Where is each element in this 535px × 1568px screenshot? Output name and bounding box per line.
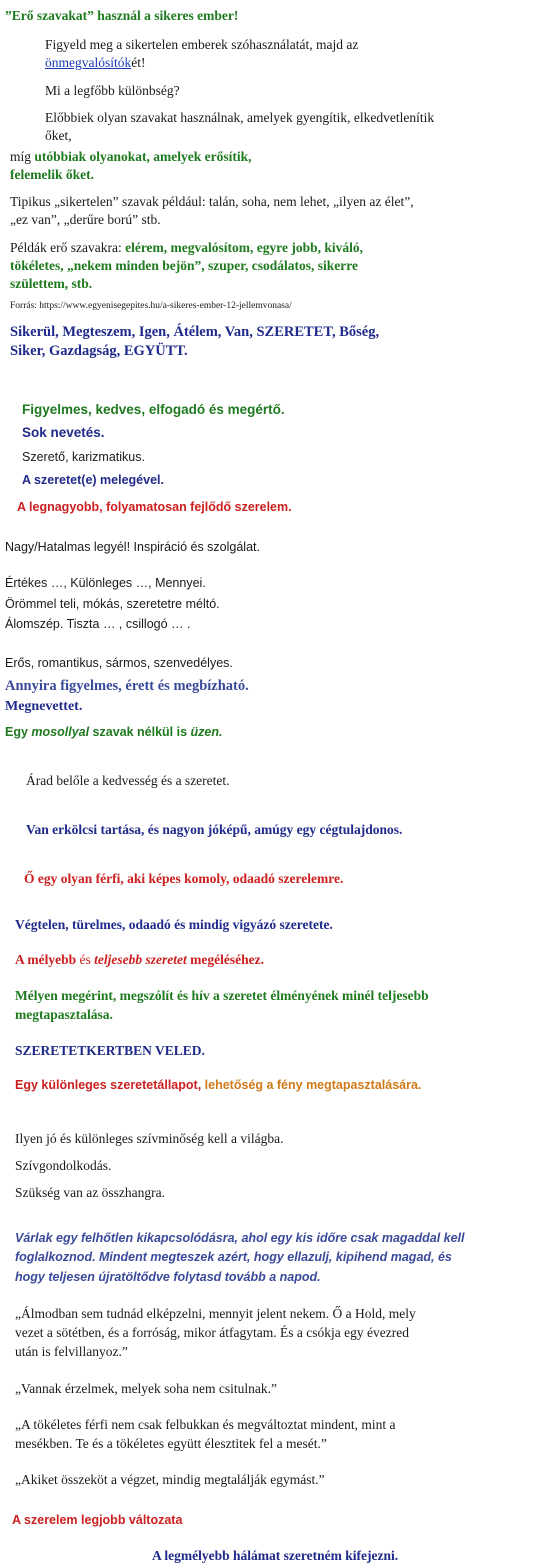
text-line: Erős, romantikus, sármos, szenvedélyes. [5, 656, 233, 670]
paragraph [45, 54, 146, 72]
quote-line: „A tökéletes férfi nem csak felbukkan és megváltoztat mindent, mint a [15, 1417, 396, 1432]
text-italic: teljesebb szeretet [90, 952, 187, 967]
text-line: Ilyen jó és különleges szívminőség kell a világba. [15, 1131, 284, 1146]
text-line: A szerelem legjobb változata [12, 1513, 183, 1527]
text: Példák erő szavakra: [10, 240, 126, 255]
text-line: megtapasztalása. [15, 1007, 113, 1022]
link-onmegvalositok[interactable]: önmegvalósítók [45, 55, 132, 70]
text-emphasis: utóbbiak olyanokat, amelyek erősítik, [34, 149, 252, 164]
paragraph: őket, [45, 128, 72, 143]
question: Mi a legfőbb különbség? [45, 83, 180, 98]
text: lehetőség a fény megtapasztalására. [201, 1078, 422, 1092]
text-line: Szerető, karizmatikus. [22, 450, 145, 464]
paragraph: Előbbiek olyan szavakat használnak, amelyek gyengítik, elkedvetlenítik [45, 110, 435, 125]
paragraph: „ez van”, „derűre ború” stb. [10, 212, 161, 227]
text-line: Értékes …, Különleges …, Mennyei. [5, 576, 206, 590]
text: Egy [5, 725, 32, 739]
text: Figyeld meg a sikertelen emberek szóhasználatát, majd az [45, 37, 359, 52]
text-line: Örömmel teli, mókás, szeretetre méltó. [5, 597, 220, 611]
text-line: Várlak egy felhőtlen kikapcsolódásra, ahol egy kis időre csak magaddal kell [15, 1231, 465, 1245]
text: ét! [131, 55, 146, 70]
text-italic: mosollyal [31, 725, 90, 739]
text-emphasis: elérem, megvalósítom, egyre jobb, kiváló, [125, 240, 364, 255]
paragraph: születtem, stb. [10, 276, 93, 291]
paragraph [10, 239, 363, 257]
paragraph: tökéletes, „nekem minden bejön”, szuper, csodálatos, sikerre [10, 258, 358, 273]
text-line: foglalkoznod. Mindent megteszek azért, hogy ellazulj, kipihend magad, és [15, 1250, 452, 1264]
quote-line: vezet a sötétben, és a forróság, mikor átfagytam. És a csókja egy évezred [15, 1325, 409, 1340]
text: megéléséhez. [186, 952, 264, 967]
text-line: Figyelmes, kedves, elfogadó és megértő. [22, 402, 285, 417]
text-line: Árad belőle a kedvesség és a szeretet. [26, 773, 230, 788]
text-line: Szükség van az összhangra. [15, 1185, 165, 1200]
text: és [79, 952, 91, 967]
text-line: Megnevettet. [5, 699, 83, 714]
text-line: A legnagyobb, folyamatosan fejlődő szerelem. [17, 500, 292, 514]
paragraph [45, 36, 358, 54]
quote-line: „Álmodban sem tudnád elképzelni, mennyit jelent nekem. Ő a Hold, mely [15, 1306, 416, 1321]
text-line [15, 1076, 421, 1094]
paragraph: felemelik őket. [10, 167, 94, 182]
text-line [5, 723, 222, 741]
text-line: Szívgondolkodás. [15, 1158, 112, 1173]
text-line: Mélyen megérint, megszólít és hív a szeretet élményének minél teljesebb [15, 988, 429, 1003]
text: szavak nélkül is [89, 725, 191, 739]
paragraph [10, 148, 252, 166]
text-line: Sok nevetés. [22, 425, 105, 440]
text-line: Ő egy olyan férfi, aki képes komoly, odaadó szerelemre. [24, 871, 344, 886]
text-line: Nagy/Hatalmas legyél! Inspiráció és szolgálat. [5, 540, 260, 554]
text: A mélyebb [15, 952, 80, 967]
power-words: Siker, Gazdagság, EGYÜTT. [10, 343, 188, 359]
source-line: Forrás: https://www.egyenisegepites.hu/a-sikeres-ember-12-jellemvonasa/ [10, 301, 292, 311]
text-line: A legmélyebb hálámat szeretném kifejezni. [152, 1548, 399, 1563]
text-line: hogy teljesen újratöltődve folytasd tovább a napod. [15, 1270, 321, 1284]
text-line: Végtelen, türelmes, odaadó és mindig vigyázó szeretete. [15, 917, 333, 932]
quote-line: után is felvillanyoz.” [15, 1344, 128, 1359]
text-line: A szeretet(e) melegével. [22, 473, 164, 487]
text-italic: üzen. [190, 725, 223, 739]
text-line: Álomszép. Tiszta … , csillogó … . [5, 617, 191, 631]
text-line [15, 951, 264, 969]
text-line: SZERETETKERTBEN VELED. [15, 1043, 205, 1058]
quote-line: mesékben. Te és a tökéletes együtt élesztitek fel a mesét.” [15, 1436, 327, 1451]
text: Egy különleges szeretetállapot, [15, 1078, 202, 1092]
paragraph: Tipikus „sikertelen” szavak például: talán, soha, nem lehet, „ilyen az élet”, [10, 194, 414, 209]
text: míg [10, 149, 35, 164]
quote-line: „Akiket összeköt a végzet, mindig megtalálják egymást.” [15, 1472, 325, 1487]
power-words: Sikerül, Megteszem, Igen, Átélem, Van, SZERETET, Bőség, [10, 324, 380, 340]
article-title: ”Erő szavakat” használ a sikeres ember! [5, 8, 239, 23]
text-line: Van erkölcsi tartása, és nagyon jóképű, amúgy egy cégtulajdonos. [26, 822, 403, 837]
quote-line: „Vannak érzelmek, melyek soha nem csitulnak.” [15, 1381, 278, 1396]
text-line: Annyira figyelmes, érett és megbízható. [5, 678, 249, 694]
